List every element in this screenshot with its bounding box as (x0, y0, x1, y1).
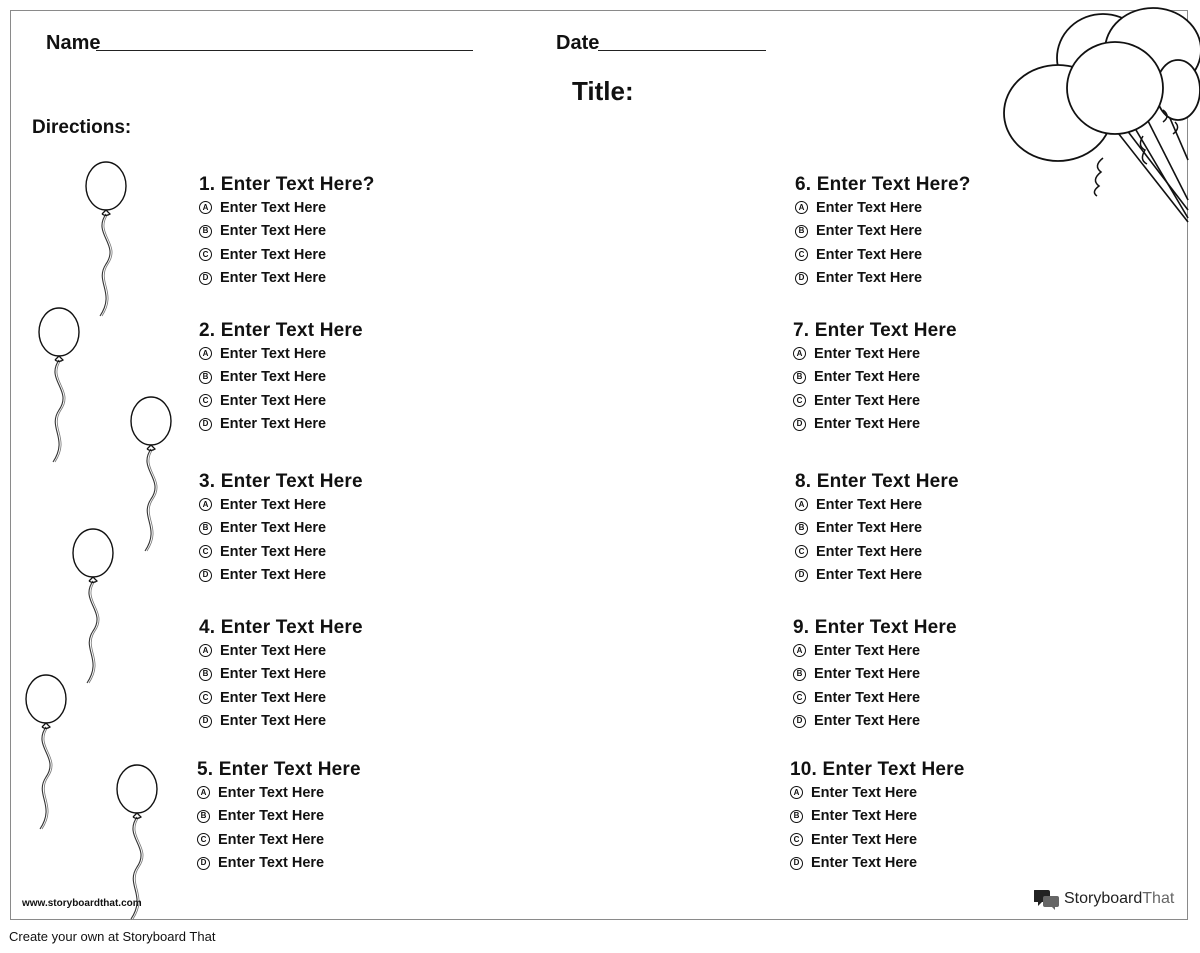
date-field-line[interactable] (598, 50, 766, 51)
answer-bubble[interactable]: A (199, 201, 212, 214)
question-2 (199, 320, 363, 436)
question-title: 7. Enter Text Here (793, 320, 957, 341)
answer-bubble[interactable]: A (795, 201, 808, 214)
answer-option-b[interactable] (197, 805, 361, 829)
answer-bubble[interactable]: D (790, 857, 803, 870)
answer-text: Enter Text Here (814, 689, 921, 706)
answer-bubble[interactable]: A (197, 786, 210, 799)
brand-logo[interactable] (1034, 888, 1174, 910)
answer-text: Enter Text Here (220, 199, 327, 216)
answer-bubble[interactable]: C (790, 833, 803, 846)
brand-name-that: That (1142, 890, 1175, 907)
answer-option-b[interactable] (795, 220, 971, 244)
answer-option-d[interactable] (790, 852, 965, 876)
answer-bubble[interactable]: D (199, 715, 212, 728)
balloon-icon (73, 529, 113, 683)
answer-bubble[interactable]: C (795, 248, 808, 261)
answer-bubble[interactable]: D (795, 272, 808, 285)
answer-option-c[interactable] (199, 243, 375, 267)
answer-bubble[interactable]: C (793, 394, 806, 407)
question-8 (795, 471, 959, 587)
balloon-icon (86, 162, 126, 316)
answer-text: Enter Text Here (220, 496, 327, 513)
answer-text: Enter Text Here (220, 689, 327, 706)
answer-option-d[interactable] (199, 267, 375, 291)
balloon-icon (39, 308, 79, 462)
question-title: 9. Enter Text Here (793, 617, 957, 638)
answer-bubble[interactable]: A (790, 786, 803, 799)
answer-text: Enter Text Here (220, 642, 327, 659)
footer-text: Create your own at Storyboard That (9, 929, 216, 944)
answer-option-b[interactable] (793, 366, 957, 390)
answer-text: Enter Text Here (218, 831, 325, 848)
answer-option-c[interactable] (793, 389, 957, 413)
answer-option-a[interactable] (793, 342, 957, 366)
balloon-decorations (0, 0, 200, 953)
answer-text: Enter Text Here (220, 392, 327, 409)
title-label: Title: (572, 76, 634, 106)
answer-option-d[interactable] (793, 413, 957, 437)
answer-text: Enter Text Here (220, 666, 327, 683)
answer-bubble[interactable]: A (199, 498, 212, 511)
answer-text: Enter Text Here (220, 223, 327, 240)
answer-text: Enter Text Here (814, 666, 921, 683)
answer-option-a[interactable] (790, 781, 965, 805)
answer-option-c[interactable] (795, 540, 959, 564)
question-title: 10. Enter Text Here (790, 759, 965, 780)
answer-bubble[interactable]: A (199, 644, 212, 657)
answer-bubble[interactable]: B (793, 371, 806, 384)
answer-text: Enter Text Here (220, 520, 327, 537)
question-1 (199, 174, 375, 290)
name-label: Name (46, 32, 101, 54)
answer-text: Enter Text Here (220, 567, 327, 584)
answer-text: Enter Text Here (816, 199, 923, 216)
answer-bubble[interactable]: B (795, 522, 808, 535)
answer-option-a[interactable] (795, 493, 959, 517)
answer-option-a[interactable] (199, 342, 363, 366)
brand-name-storyboard: Storyboard (1064, 890, 1143, 907)
answer-option-d[interactable] (793, 710, 957, 734)
answer-bubble[interactable]: A (793, 644, 806, 657)
answer-text: Enter Text Here (220, 543, 327, 560)
answer-option-d[interactable] (795, 564, 959, 588)
answer-bubble[interactable]: D (795, 569, 808, 582)
question-4 (199, 617, 363, 733)
answer-option-c[interactable] (795, 243, 971, 267)
question-title: 5. Enter Text Here (197, 759, 361, 780)
answer-text: Enter Text Here (218, 855, 325, 872)
answer-bubble[interactable]: A (199, 347, 212, 360)
directions-label: Directions: (32, 117, 132, 138)
question-6 (795, 174, 971, 290)
answer-bubble[interactable]: C (199, 248, 212, 261)
answer-text: Enter Text Here (220, 369, 327, 386)
answer-option-b[interactable] (795, 517, 959, 541)
answer-text: Enter Text Here (814, 713, 921, 730)
question-9 (793, 617, 957, 733)
answer-text: Enter Text Here (814, 345, 921, 362)
answer-text: Enter Text Here (811, 784, 918, 801)
question-5 (197, 759, 361, 875)
date-label: Date (556, 32, 600, 54)
answer-option-a[interactable] (795, 196, 971, 220)
answer-bubble[interactable]: B (795, 225, 808, 238)
site-url-watermark: www.storyboardthat.com (22, 898, 142, 909)
answer-option-d[interactable] (199, 564, 363, 588)
speech-bubbles-icon (1034, 888, 1060, 910)
answer-bubble[interactable]: B (793, 668, 806, 681)
answer-text: Enter Text Here (816, 520, 923, 537)
answer-bubble[interactable]: B (199, 522, 212, 535)
answer-bubble[interactable]: C (793, 691, 806, 704)
answer-bubble[interactable]: A (793, 347, 806, 360)
answer-bubble[interactable]: C (197, 833, 210, 846)
answer-text: Enter Text Here (220, 713, 327, 730)
answer-bubble[interactable]: B (199, 371, 212, 384)
answer-text: Enter Text Here (220, 270, 327, 287)
answer-option-b[interactable] (199, 517, 363, 541)
answer-option-c[interactable] (790, 828, 965, 852)
answer-bubble[interactable]: D (199, 418, 212, 431)
answer-option-d[interactable] (199, 710, 363, 734)
question-title: 8. Enter Text Here (795, 471, 959, 492)
answer-text: Enter Text Here (816, 223, 923, 240)
question-7 (793, 320, 957, 436)
answer-option-d[interactable] (197, 852, 361, 876)
answer-option-a[interactable] (199, 493, 363, 517)
answer-option-b[interactable] (199, 663, 363, 687)
answer-bubble[interactable]: B (790, 810, 803, 823)
answer-option-a[interactable] (793, 639, 957, 663)
answer-bubble[interactable]: A (795, 498, 808, 511)
answer-text: Enter Text Here (816, 246, 923, 263)
answer-bubble[interactable]: C (199, 691, 212, 704)
answer-text: Enter Text Here (814, 416, 921, 433)
answer-option-c[interactable] (199, 389, 363, 413)
answer-text: Enter Text Here (814, 369, 921, 386)
question-title: 3. Enter Text Here (199, 471, 363, 492)
answer-text: Enter Text Here (811, 831, 918, 848)
answer-text: Enter Text Here (811, 855, 918, 872)
question-10 (790, 759, 965, 875)
answer-text: Enter Text Here (218, 784, 325, 801)
answer-text: Enter Text Here (220, 246, 327, 263)
answer-bubble[interactable]: D (199, 272, 212, 285)
answer-bubble[interactable]: C (199, 394, 212, 407)
answer-text: Enter Text Here (816, 496, 923, 513)
answer-text: Enter Text Here (816, 543, 923, 560)
balloon-icon (26, 675, 66, 829)
answer-bubble[interactable]: D (793, 418, 806, 431)
answer-option-c[interactable] (199, 540, 363, 564)
answer-text: Enter Text Here (811, 808, 918, 825)
answer-option-b[interactable] (790, 805, 965, 829)
answer-option-d[interactable] (795, 267, 971, 291)
answer-text: Enter Text Here (816, 567, 923, 584)
answer-text: Enter Text Here (816, 270, 923, 287)
balloon-bunch-icon (995, 10, 1195, 240)
answer-option-b[interactable] (199, 366, 363, 390)
balloon-icon (131, 397, 171, 551)
question-title: 6. Enter Text Here? (795, 174, 971, 195)
answer-option-c[interactable] (793, 686, 957, 710)
question-title: 2. Enter Text Here (199, 320, 363, 341)
answer-text: Enter Text Here (220, 345, 327, 362)
answer-bubble[interactable]: C (795, 545, 808, 558)
answer-option-c[interactable] (199, 686, 363, 710)
answer-option-b[interactable] (793, 663, 957, 687)
answer-bubble[interactable]: D (197, 857, 210, 870)
answer-text: Enter Text Here (218, 808, 325, 825)
answer-option-a[interactable] (197, 781, 361, 805)
answer-bubble[interactable]: D (793, 715, 806, 728)
answer-text: Enter Text Here (220, 416, 327, 433)
answer-option-c[interactable] (197, 828, 361, 852)
answer-option-a[interactable] (199, 196, 375, 220)
question-title: 4. Enter Text Here (199, 617, 363, 638)
question-3 (199, 471, 363, 587)
answer-bubble[interactable]: B (199, 225, 212, 238)
answer-bubble[interactable]: C (199, 545, 212, 558)
answer-option-b[interactable] (199, 220, 375, 244)
answer-text: Enter Text Here (814, 392, 921, 409)
answer-bubble[interactable]: D (199, 569, 212, 582)
question-title: 1. Enter Text Here? (199, 174, 375, 195)
answer-option-d[interactable] (199, 413, 363, 437)
answer-bubble[interactable]: B (199, 668, 212, 681)
answer-bubble[interactable]: B (197, 810, 210, 823)
balloon-icon (117, 765, 157, 919)
answer-option-a[interactable] (199, 639, 363, 663)
answer-text: Enter Text Here (814, 642, 921, 659)
